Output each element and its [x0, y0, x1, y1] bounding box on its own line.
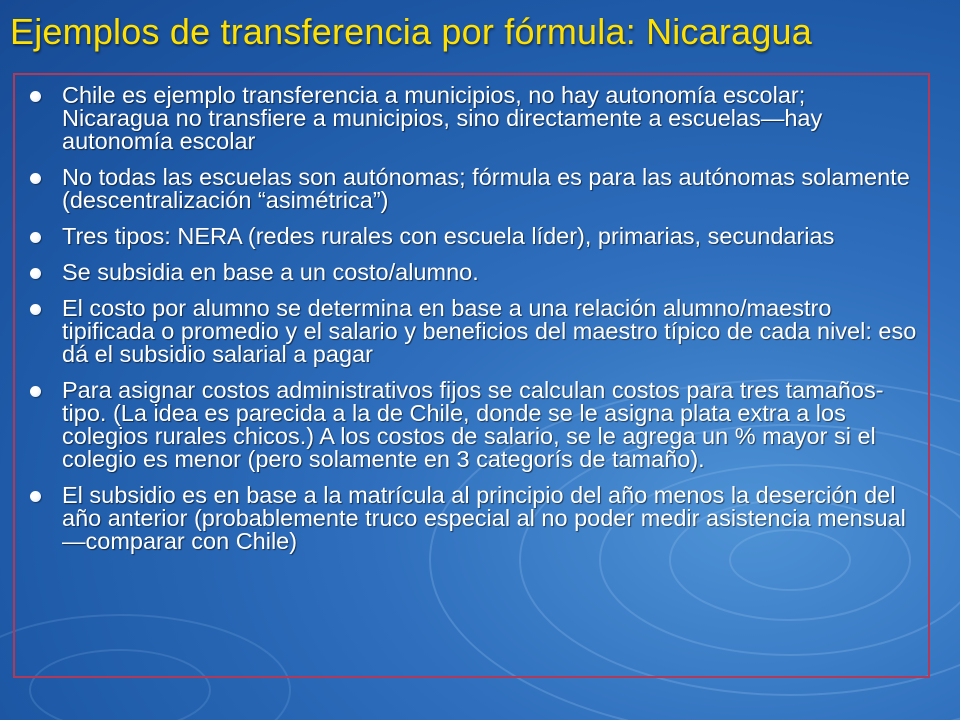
round-bullet-icon	[30, 173, 41, 184]
bullet-list	[22, 84, 917, 566]
bullet-item	[22, 84, 917, 153]
bullet-text: Tres tipos: NERA (redes rurales con escuela líder), primarias, secundarias	[62, 223, 835, 249]
bullet-item	[22, 225, 917, 248]
bullet-text: Chile es ejemplo transferencia a municipios, no hay autonomía escolar; Nicaragua no transfiere a municipios, sino directamente a escuelas—hay autonomía escolar	[62, 82, 823, 154]
round-bullet-icon	[30, 304, 41, 315]
round-bullet-icon	[30, 91, 41, 102]
round-bullet-icon	[30, 386, 41, 397]
bullet-item	[22, 261, 917, 284]
bullet-item	[22, 484, 917, 553]
bullet-text: Se subsidia en base a un costo/alumno.	[62, 259, 479, 285]
round-bullet-icon	[30, 232, 41, 243]
bullet-text: El costo por alumno se determina en base a una relación alumno/maestro tipificada o promedio y el salario y beneficios del maestro típico de cada nivel: eso dá el subsidio salarial a pagar	[62, 295, 917, 367]
bullet-item	[22, 166, 917, 212]
bullet-text: Para asignar costos administrativos fijos se calculan costos para tres tamaños-tipo. (La idea es parecida a la de Chile, donde se le asigna plata extra a los colegios rurales chicos.) A los costos de salario, se le agrega un % mayor si el colegio es menor (pero solamente en 3 categorís de tamaño).	[62, 377, 884, 472]
slide-title: Ejemplos de transferencia por fórmula: Nicaragua	[10, 11, 812, 52]
round-bullet-icon	[30, 491, 41, 502]
bullet-item	[22, 379, 917, 471]
round-bullet-icon	[30, 268, 41, 279]
bullet-text: No todas las escuelas son autónomas; fórmula es para las autónomas solamente (descentralización “asimétrica”)	[62, 164, 910, 213]
bullet-item	[22, 297, 917, 366]
bullet-text: El subsidio es en base a la matrícula al principio del año menos la deserción del año anterior (probablemente truco especial al no poder medir asistencia mensual—comparar con Chile)	[62, 482, 906, 554]
